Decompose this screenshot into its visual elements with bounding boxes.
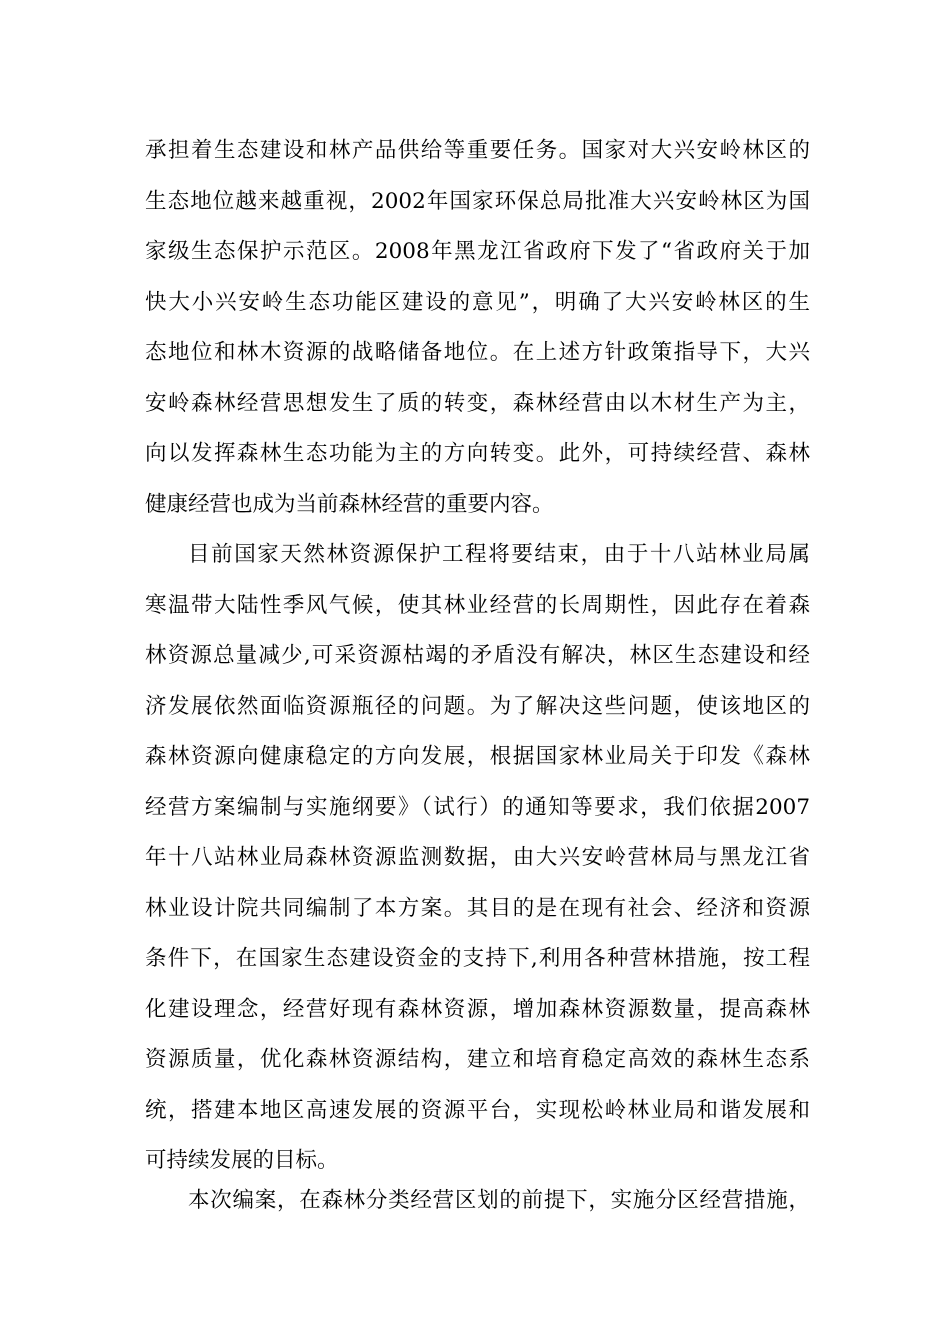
paragraph-3: [145, 1176, 810, 1227]
paragraph-line: 林资源总量减少,可采资源枯竭的矛盾没有解决，林区生态建设和经: [145, 643, 810, 668]
paragraph-line: 安岭森林经营思想发生了质的转变，森林经营由以木材生产为主，: [145, 390, 810, 416]
paragraph-line: 森林资源向健康稳定的方向发展，根据国家林业局关于印发《森林: [145, 744, 810, 769]
paragraph-1: [145, 126, 810, 530]
paragraph-line: 可持续发展的目标。: [145, 1148, 339, 1173]
paragraph-2: [145, 530, 810, 1187]
paragraph-line: 统，搭建本地区高速发展的资源平台，实现松岭林业局和谐发展和: [145, 1097, 810, 1123]
paragraph-line: 条件下，在国家生态建设资金的支持下,利用各种营林措施，按工程: [145, 946, 810, 971]
paragraph-line: 家级生态保护示范区。2008年黑龙江省政府下发了“省政府关于加: [145, 239, 810, 264]
paragraph-line: 经营方案编制与实施纲要》（试行）的通知等要求，我们依据2007: [145, 794, 810, 820]
paragraph-line: 生态地位越来越重视，2002年国家环保总局批准大兴安岭林区为国: [145, 188, 810, 214]
paragraph-line: 本次编案，在森林分类经营区划的前提下，实施分区经营措施，: [188, 1188, 810, 1213]
paragraph-line: 寒温带大陆性季风气候，使其林业经营的长周期性，因此存在着森: [145, 592, 810, 618]
paragraph-line: 快大小兴安岭生态功能区建设的意见”，明确了大兴安岭林区的生: [145, 289, 810, 315]
paragraph-line: 态地位和林木资源的战略储备地位。在上述方针政策指导下，大兴: [145, 340, 810, 365]
paragraph-line: 向以发挥森林生态功能为主的方向转变。此外，可持续经营、森林: [145, 441, 810, 466]
paragraph-line: 林业设计院共同编制了本方案。其目的是在现有社会、经济和资源: [145, 895, 810, 921]
paragraph-line: 健康经营也成为当前森林经营的重要内容。: [145, 491, 554, 517]
paragraph-line: 资源质量，优化森林资源结构，建立和培育稳定高效的森林生态系: [145, 1047, 810, 1072]
paragraph-line: 年十八站林业局森林资源监测数据，由大兴安岭营林局与黑龙江省: [145, 845, 810, 870]
paragraph-line: 化建设理念，经营好现有森林资源，增加森林资源数量，提高森林: [145, 996, 810, 1022]
paragraph-line: 承担着生态建设和林产品供给等重要任务。国家对大兴安岭林区的: [145, 138, 810, 163]
paragraph-line: 济发展依然面临资源瓶径的问题。为了解决这些问题，使该地区的: [145, 693, 810, 719]
paragraph-line: 目前国家天然林资源保护工程将要结束，由于十八站林业局属: [188, 542, 810, 567]
